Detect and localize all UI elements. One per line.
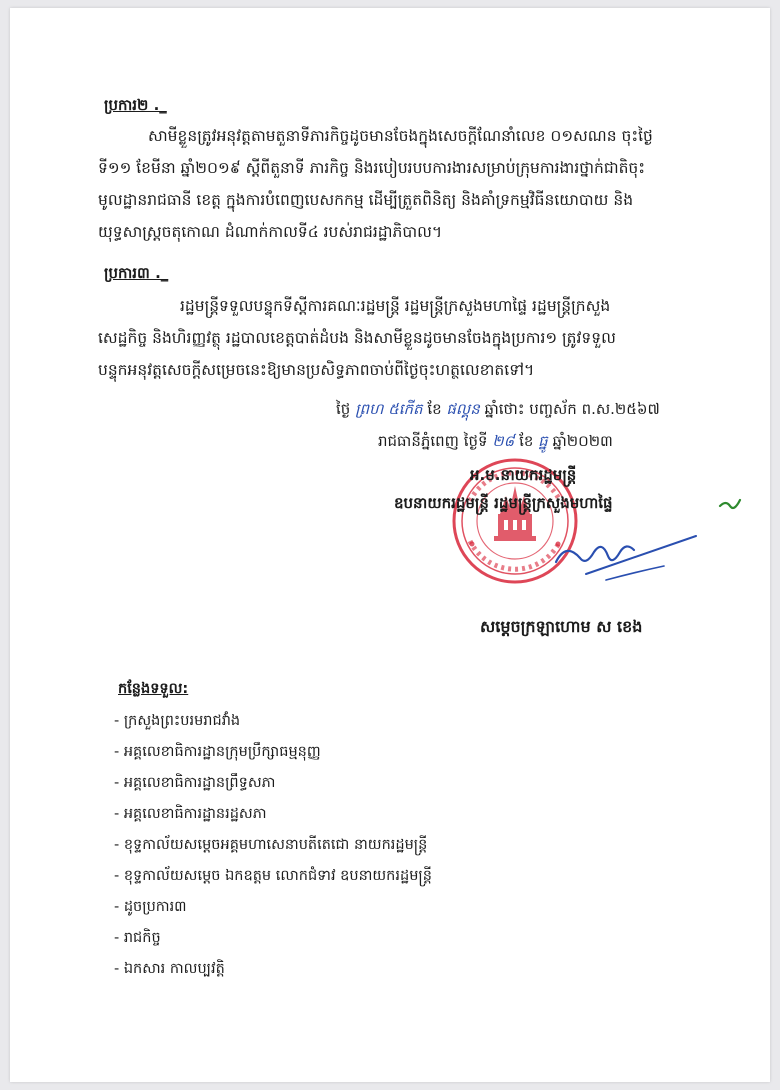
lunar-month-prefix: ខែ (427, 400, 442, 418)
recipient-item: - ក្រសួងព្រះបរមរាជវាំង (114, 713, 241, 729)
signature-title-line-2: ឧបនាយករដ្ឋមន្ត្រី រដ្ឋមន្ត្រីក្រសួងមហាផ្ទៃ (394, 494, 613, 512)
signature-title-line-1: អ.ម.នាយករដ្ឋមន្ត្រី (470, 466, 577, 484)
recipient-item: - ខុទ្ទកាល័យសម្តេចអគ្គមហាសេនាបតីតេជោ នាយករដ្ឋមន្ត្រី (114, 837, 428, 853)
solar-month: ធ្នូ (538, 432, 548, 450)
article-3-heading: ប្រការ៣ ._ (104, 264, 169, 282)
lunar-day: ព្រហ ៥កើត (355, 400, 423, 418)
solar-year: ឆ្នាំ២០២៣ (552, 432, 613, 450)
lunar-year: ឆ្នាំថោះ បញ្ចស័ក ព.ស.២៥៦៧ (484, 400, 660, 418)
recipient-item: - អគ្គលេខាធិការដ្ឋានព្រឹទ្ធសភា (114, 775, 276, 791)
signatory-name: សម្តេចក្រឡាហោម ស ខេង (480, 617, 643, 636)
recipient-item: - អគ្គលេខាធិការដ្ឋានរដ្ឋសភា (114, 806, 267, 822)
article-2-line-4: យុទ្ធសាស្រ្តចតុកោណ ដំណាក់កាលទី៤ របស់រាជរដ្ឋាភិបាល។ (98, 223, 443, 241)
article-2-line-1: សាមីខ្លួនត្រូវអនុវត្តតាមតួនាទីភារកិច្ចដូចមានចែងក្នុងសេចក្តីណែនាំលេខ ០១សណន ចុះថ្ងៃ (148, 127, 653, 145)
article-2-line-3: មូលដ្ឋានរាជធានី ខេត្ត ក្នុងការបំពេញបេសកកម្ម ដើម្បីត្រួតពិនិត្យ និងគាំទ្រកម្មវិធីនយោបាយ និង (98, 191, 634, 209)
lunar-prefix: ថ្ងៃ (336, 400, 351, 418)
article-2-line-2: ទី១១ ខែមីនា ឆ្នាំ២០១៩ ស្តីពីតួនាទី ភារកិច្ច និងរបៀបរបបការងារសម្រាប់ក្រុមការងារថ្នាក់ជាតិចុះ (98, 159, 646, 177)
lunar-month: ផល្គុន (446, 400, 480, 418)
article-3-line-2: សេដ្ឋកិច្ច និងហិរញ្ញវត្ថុ រដ្ឋបាលខេត្តបាត់ដំបង និងសាមីខ្លួនដូចមានចែងក្នុងប្រការ១ ត្រូវទទួល (98, 329, 616, 347)
initial-mark-icon (718, 494, 746, 514)
recipient-item: - អគ្គលេខាធិការដ្ឋានក្រុមប្រឹក្សាធម្មនុញ្ញ (114, 744, 321, 760)
article-3-line-3: បន្ទុកអនុវត្តសេចក្តីសម្រេចនេះឱ្យមានប្រសិទ្ធភាពចាប់ពីថ្ងៃចុះហត្ថលេខាតទៅ។ (98, 361, 535, 379)
recipient-item: - ឯកសារ កាលប្បវត្តិ (114, 961, 225, 977)
article-2-heading: ប្រការ២ ._ (104, 96, 167, 114)
solar-prefix: រាជធានីភ្នំពេញ ថ្ងៃទី (378, 432, 488, 450)
solar-day: ២៨ (492, 432, 515, 450)
recipient-item: - ដូចប្រការ៣ (114, 899, 187, 915)
lunar-date-line (336, 400, 660, 422)
recipient-item: - ខុទ្ទកាល័យសម្តេច ឯកឧត្តម លោកជំទាវ ឧបនាយករដ្ឋមន្ត្រី (114, 868, 432, 884)
handwritten-signature-icon (546, 522, 706, 592)
document-page (10, 8, 770, 1082)
solar-month-prefix: ខែ (519, 432, 534, 450)
recipient-item: - រាជកិច្ច (114, 930, 161, 946)
recipients-heading: កន្លែងទទួល: (118, 681, 189, 697)
article-3-line-1: រដ្ឋមន្រ្តីទទួលបន្ទុកទីស្តីការគណៈរដ្ឋមន្រ្តី រដ្ឋមន្រ្តីក្រសួងមហាផ្ទៃ រដ្ឋមន្រ្តីក្រសួង (180, 297, 611, 315)
solar-date-line (378, 432, 613, 454)
